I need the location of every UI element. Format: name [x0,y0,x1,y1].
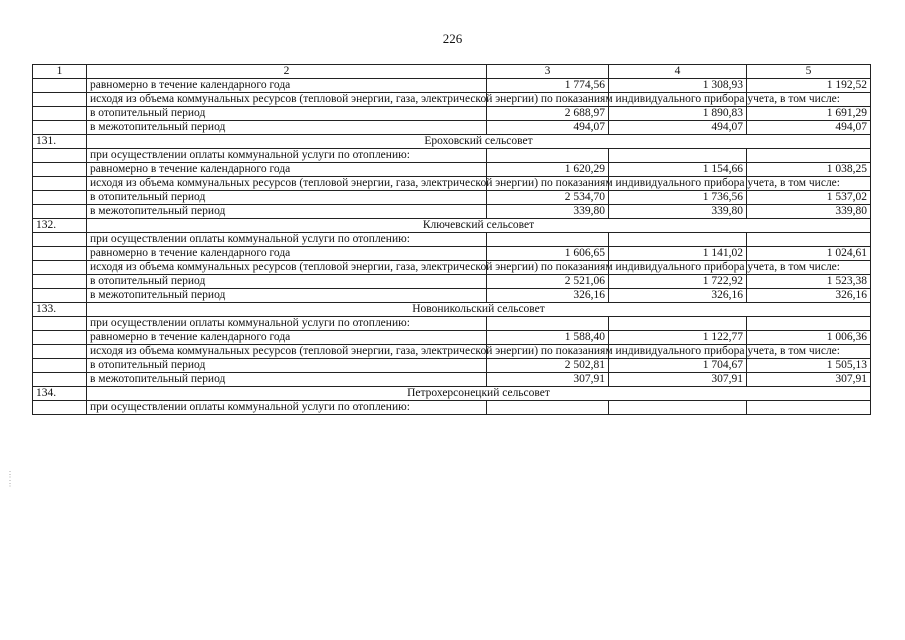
value-cell-col5: 326,16 [747,289,871,303]
value-cell-col5: 1 523,38 [747,275,871,289]
region-row [33,387,871,401]
value-cell-col4: 1 890,83 [609,107,747,121]
row-label: при осуществлении оплаты коммунальной услуги по отоплению: [87,149,487,163]
column-header: 3 [487,65,609,79]
value-cell-col5: 1 691,29 [747,107,871,121]
region-row [33,135,871,149]
index-cell [33,233,87,247]
table-row [33,191,871,205]
index-cell [33,93,87,107]
table-row [33,233,871,247]
column-header: 4 [609,65,747,79]
table-row [33,93,871,107]
value-cell-col4: 1 154,66 [609,163,747,177]
index-cell [33,345,87,359]
scan-margin-marks: ⋮ ⋮ [6,470,14,488]
index-cell [33,149,87,163]
index-cell [33,373,87,387]
index-cell [33,401,87,415]
row-label: при осуществлении оплаты коммунальной услуги по отоплению: [87,233,487,247]
value-cell-col4: 307,91 [609,373,747,387]
value-cell-col5: 339,80 [747,205,871,219]
row-label: в отопительный период [87,191,487,205]
column-header: 5 [747,65,871,79]
value-cell-col3: 339,80 [487,205,609,219]
value-cell-col4: 1 736,56 [609,191,747,205]
row-label: при осуществлении оплаты коммунальной услуги по отоплению: [87,317,487,331]
index-cell [33,177,87,191]
index-cell [33,275,87,289]
region-name: Ероховский сельсовет [87,135,871,149]
value-cell-col4: 1 308,93 [609,79,747,93]
value-cell-col5: 307,91 [747,373,871,387]
value-cell-col3 [487,233,609,247]
value-cell-col3 [487,149,609,163]
table-row [33,261,871,275]
value-cell-col5: 494,07 [747,121,871,135]
row-label: в межотопительный период [87,121,487,135]
value-cell-col4: 1 722,92 [609,275,747,289]
table-row [33,149,871,163]
index-cell [33,163,87,177]
value-cell-col4 [609,149,747,163]
index-cell [33,317,87,331]
row-label: исходя из объема коммунальных ресурсов (тепловой энергии, газа, электрической энергии) по показаниям индивидуального прибора учета, в том числе: [87,177,487,191]
value-cell-col4: 494,07 [609,121,747,135]
row-label: в отопительный период [87,359,487,373]
table-row [33,289,871,303]
row-label: исходя из объема коммунальных ресурсов (тепловой энергии, газа, электрической энергии) по показаниям индивидуального прибора учета, в том числе: [87,261,487,275]
value-cell-col4 [609,233,747,247]
index-cell [33,79,87,93]
value-cell-col3: 494,07 [487,121,609,135]
value-cell-col4: 1 704,67 [609,359,747,373]
row-label: в межотопительный период [87,205,487,219]
page-number: 226 [442,31,463,46]
row-label: равномерно в течение календарного года [87,163,487,177]
table-row [33,373,871,387]
value-cell-col5 [747,149,871,163]
table-header-row [33,65,871,79]
value-cell-col3: 1 774,56 [487,79,609,93]
index-cell [33,107,87,121]
table-row [33,121,871,135]
value-cell-col5: 1 192,52 [747,79,871,93]
table-row [33,331,871,345]
index-cell [33,121,87,135]
row-label: в отопительный период [87,107,487,121]
region-name: Новоникольский сельсовет [87,303,871,317]
index-cell [33,205,87,219]
value-cell-col3: 2 534,70 [487,191,609,205]
value-cell-col4: 1 141,02 [609,247,747,261]
table-row [33,247,871,261]
row-label: в межотопительный период [87,373,487,387]
value-cell-col3: 2 521,06 [487,275,609,289]
table-row [33,317,871,331]
index-cell [33,191,87,205]
value-cell-col5 [747,401,871,415]
value-cell-col3 [487,401,609,415]
value-cell-col3: 2 688,97 [487,107,609,121]
value-cell-col4 [609,401,747,415]
index-cell [33,247,87,261]
value-cell-col3: 326,16 [487,289,609,303]
index-cell [33,359,87,373]
index-cell [33,261,87,275]
value-cell-col5: 1 006,36 [747,331,871,345]
value-cell-col5 [747,317,871,331]
region-name: Петрохерсонецкий сельсовет [87,387,871,401]
row-label: равномерно в течение календарного года [87,79,487,93]
region-index: 131. [33,135,87,149]
value-cell-col3 [487,317,609,331]
region-index: 132. [33,219,87,233]
value-cell-col4: 1 122,77 [609,331,747,345]
tariff-table [32,64,871,415]
column-header: 2 [87,65,487,79]
row-label: при осуществлении оплаты коммунальной услуги по отоплению: [87,401,487,415]
table-row [33,275,871,289]
value-cell-col4: 339,80 [609,205,747,219]
table-row [33,401,871,415]
index-cell [33,289,87,303]
region-row [33,303,871,317]
value-cell-col3: 1 606,65 [487,247,609,261]
region-row [33,219,871,233]
value-cell-col3: 2 502,81 [487,359,609,373]
value-cell-col5: 1 505,13 [747,359,871,373]
region-index: 134. [33,387,87,401]
table-row [33,163,871,177]
value-cell-col4 [609,317,747,331]
table-body [33,79,871,415]
region-name: Ключевский сельсовет [87,219,871,233]
table-row [33,345,871,359]
value-cell-col3: 1 588,40 [487,331,609,345]
index-cell [33,331,87,345]
table-row [33,177,871,191]
row-label: равномерно в течение календарного года [87,247,487,261]
row-label: в межотопительный период [87,289,487,303]
value-cell-col5: 1 038,25 [747,163,871,177]
row-label: равномерно в течение календарного года [87,331,487,345]
region-index: 133. [33,303,87,317]
value-cell-col5: 1 537,02 [747,191,871,205]
value-cell-col5: 1 024,61 [747,247,871,261]
row-label: исходя из объема коммунальных ресурсов (тепловой энергии, газа, электрической энергии) по показаниям индивидуального прибора учета, в том числе: [87,345,487,359]
table-row [33,79,871,93]
value-cell-col5 [747,233,871,247]
table-row [33,107,871,121]
value-cell-col4: 326,16 [609,289,747,303]
table-row [33,205,871,219]
value-cell-col3: 1 620,29 [487,163,609,177]
column-header: 1 [33,65,87,79]
value-cell-col3: 307,91 [487,373,609,387]
table-row [33,359,871,373]
row-label: в отопительный период [87,275,487,289]
row-label: исходя из объема коммунальных ресурсов (тепловой энергии, газа, электрической энергии) по показаниям индивидуального прибора учета, в том числе: [87,93,487,107]
